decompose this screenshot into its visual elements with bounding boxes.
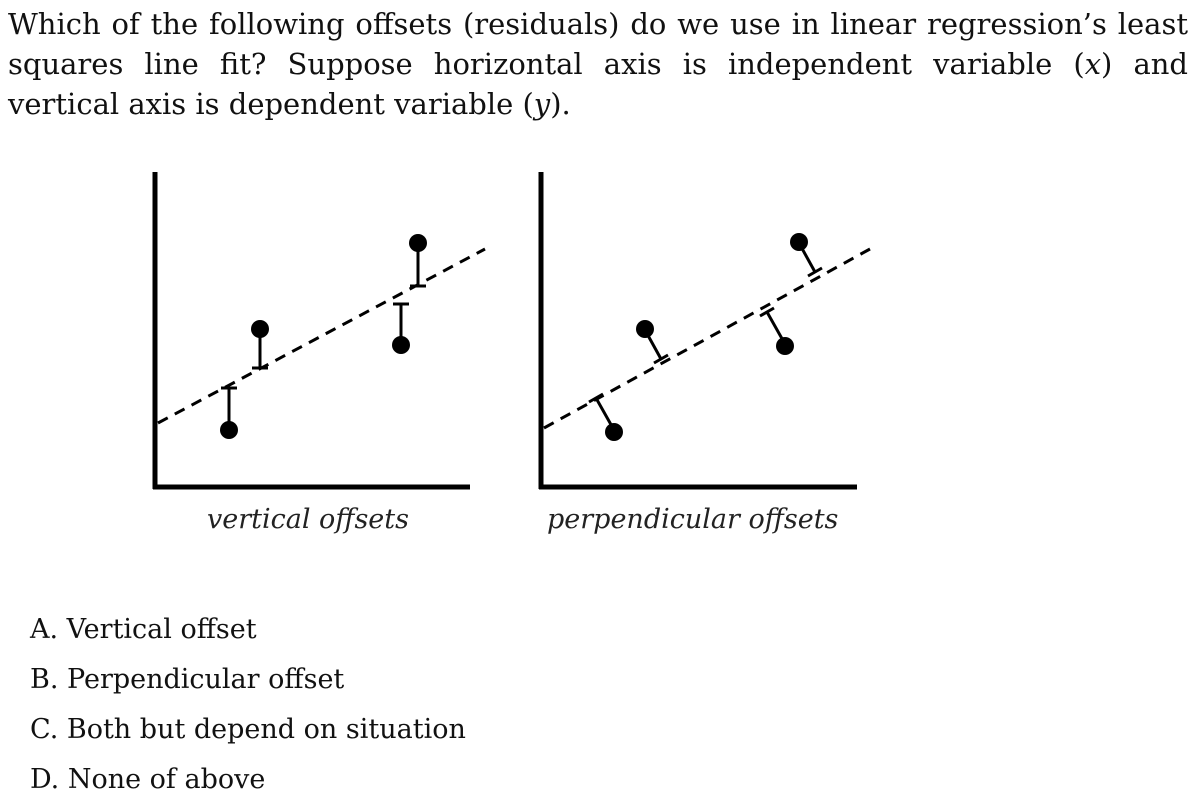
answer-options — [30, 612, 466, 812]
left-axes — [153, 172, 470, 489]
perpendicular-offsets-caption: perpendicular offsets — [547, 504, 839, 535]
question-text-part-1: Which of the following offsets (residuals) do we use in linear regression’s least squares line fit? Suppose horizontal axis is independent variable ( — [8, 7, 1188, 81]
option-c[interactable]: C. Both but depend on situation — [30, 714, 466, 745]
right-residuals — [589, 243, 822, 430]
perpendicular-offsets-diagram — [539, 172, 870, 489]
left-residuals — [221, 245, 426, 428]
vertical-offsets-diagram — [153, 172, 485, 489]
y-variable: y — [533, 87, 551, 121]
vertical-offsets-caption: vertical offsets — [207, 504, 409, 535]
question-text-part-2: ) and vertical axis is dependent variable ( — [8, 47, 1188, 121]
option-d[interactable]: D. None of above — [30, 764, 266, 795]
left-fit-line — [158, 249, 485, 423]
x-variable: x — [1084, 47, 1102, 81]
right-axes — [539, 172, 857, 489]
question-text-part-3: ). — [550, 87, 571, 121]
option-a[interactable]: A. Vertical offset — [30, 614, 257, 645]
option-b[interactable]: B. Perpendicular offset — [30, 664, 345, 695]
left-data-points — [220, 234, 427, 439]
right-data-points — [605, 233, 808, 441]
